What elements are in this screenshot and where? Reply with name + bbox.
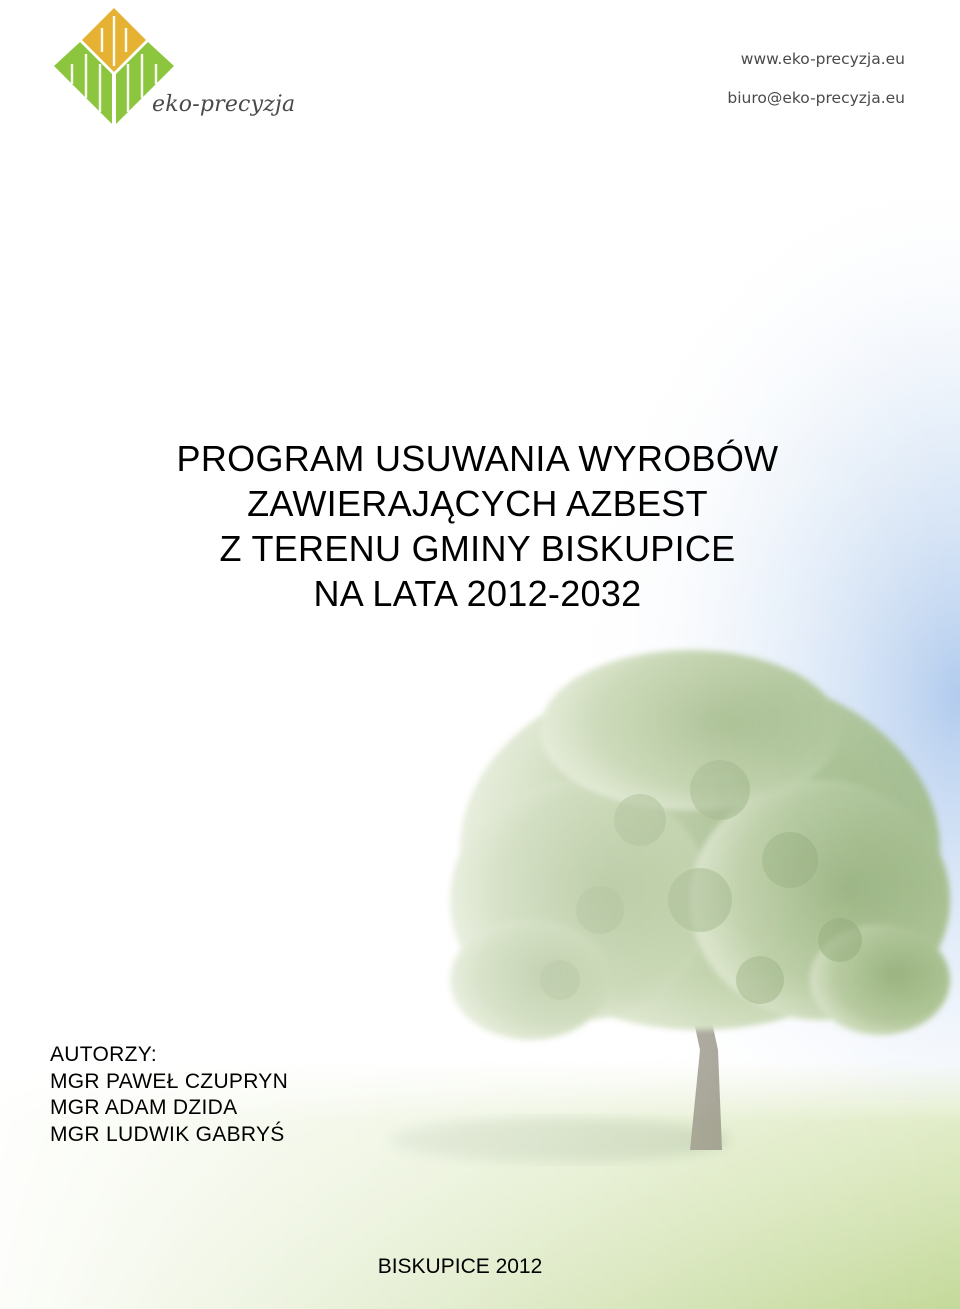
author-name: MGR ADAM DZIDA xyxy=(50,1096,238,1119)
authors-block xyxy=(50,1042,288,1148)
title-line: NA LATA 2012-2032 xyxy=(313,573,642,614)
title-line: PROGRAM USUWANIA WYROBÓW xyxy=(176,438,779,479)
title-line: ZAWIERAJĄCYCH AZBEST xyxy=(247,483,708,524)
brand-name: eko-precyzja xyxy=(152,92,296,117)
document-title xyxy=(0,436,955,616)
author-name: MGR LUDWIK GABRYŚ xyxy=(50,1122,285,1146)
email-link[interactable]: biuro@eko-precyzja.eu xyxy=(727,89,905,107)
title-line: Z TERENU GMINY BISKUPICE xyxy=(219,528,736,569)
authors-heading: AUTORZY: xyxy=(50,1043,158,1066)
author-name: MGR PAWEŁ CZUPRYN xyxy=(50,1069,289,1093)
website-link[interactable]: www.eko-precyzja.eu xyxy=(740,50,905,68)
place-year: BISKUPICE 2012 xyxy=(377,1255,543,1278)
